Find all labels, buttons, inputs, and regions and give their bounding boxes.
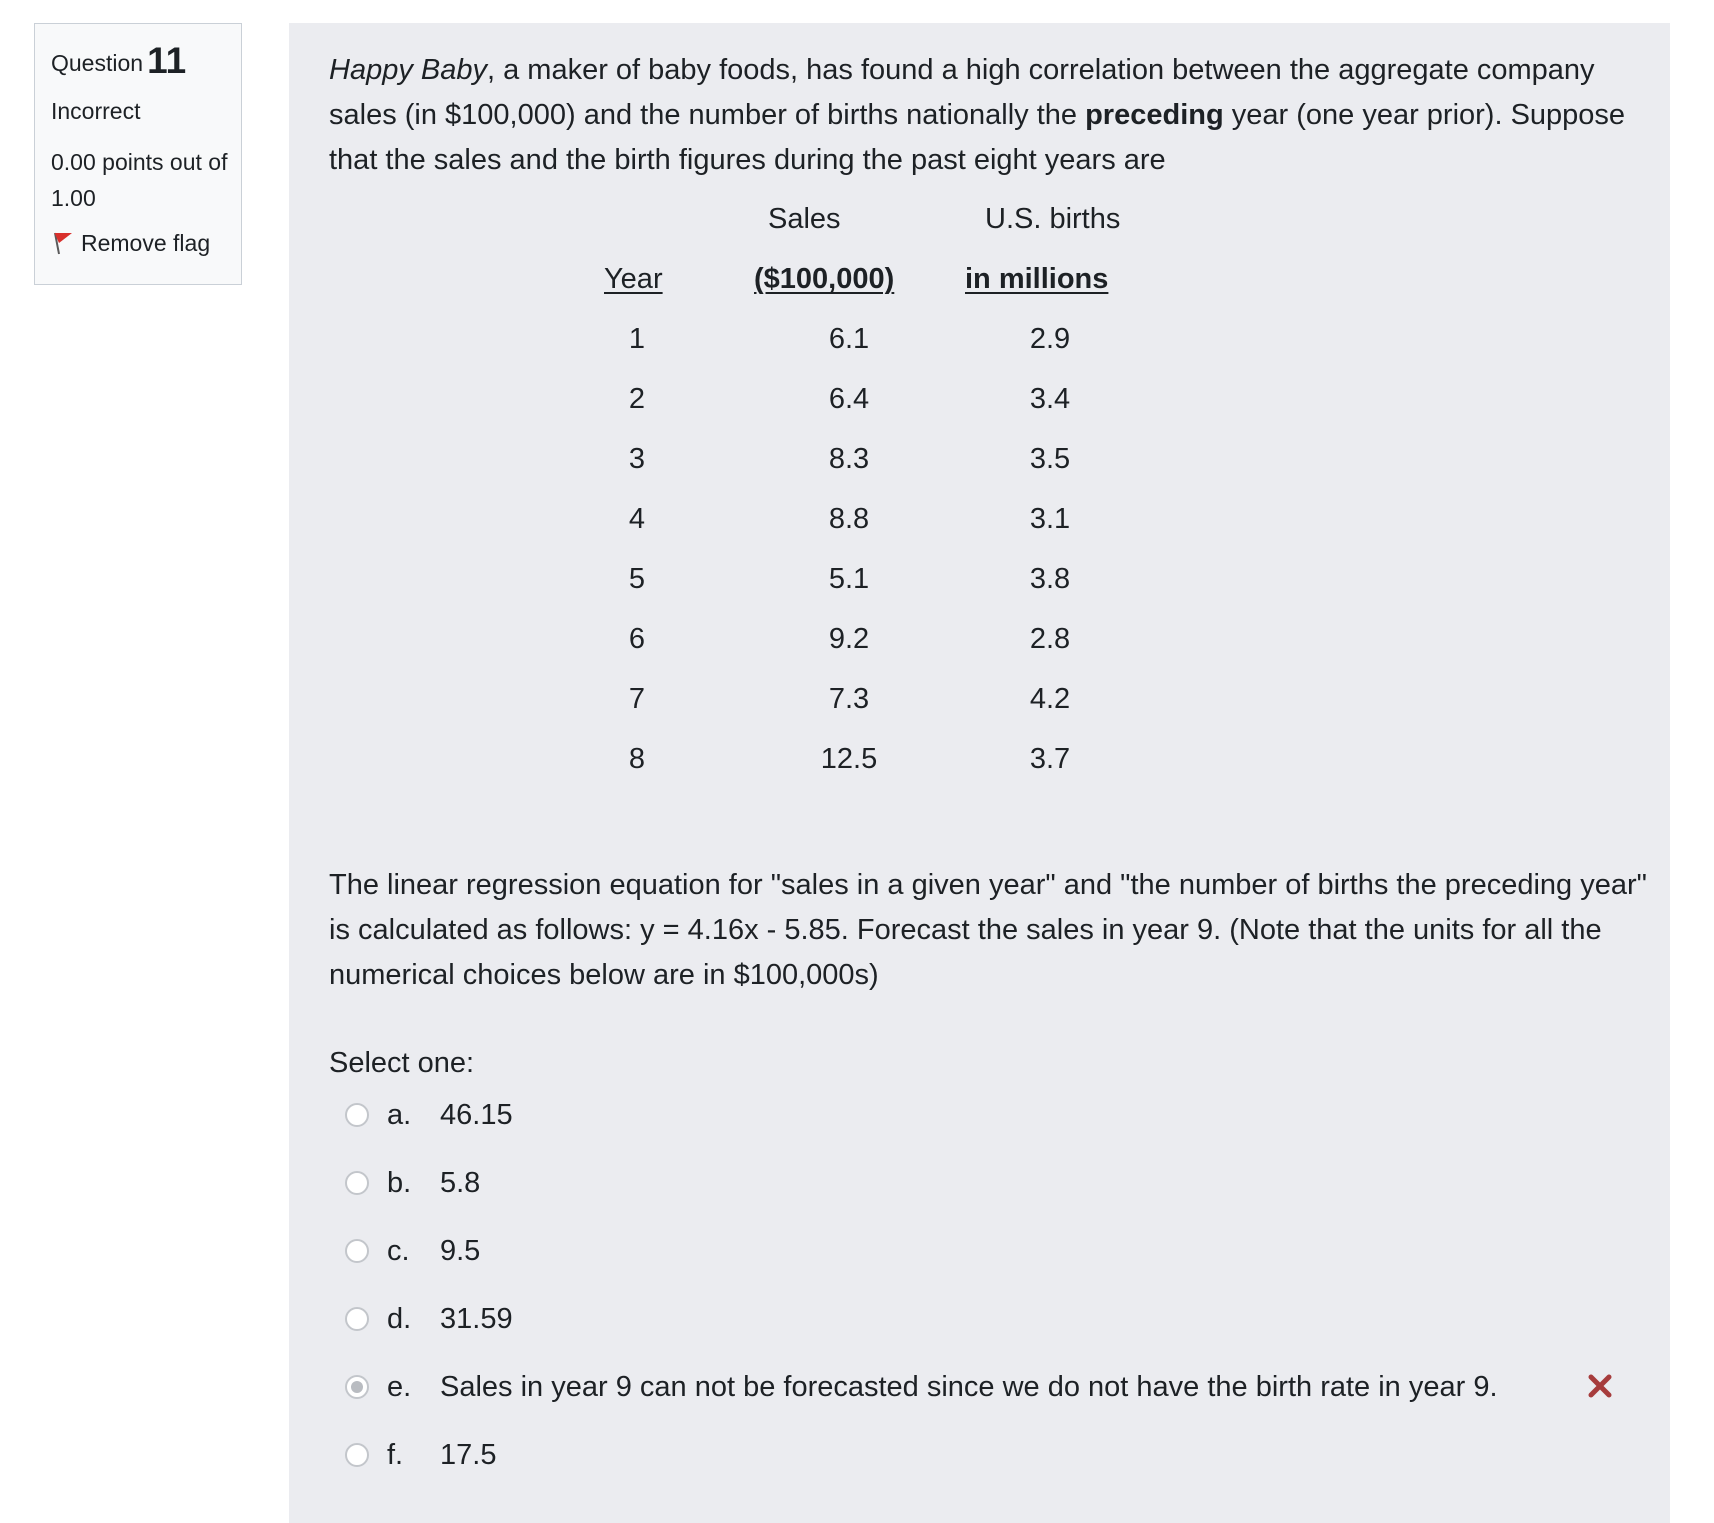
table-cell-sales: 12.5 [820,743,878,775]
table-cell-year: 2 [628,383,646,415]
answer-radio[interactable] [345,1103,369,1127]
table-cell-year: 3 [628,443,646,475]
table-cell-sales: 5.1 [828,563,870,595]
table-cell-births: 2.9 [1029,323,1071,355]
select-one-label: Select one: [329,1047,475,1079]
table-cell-year: 7 [628,683,646,715]
question-number: 11 [147,40,187,81]
answer-letter: b. [387,1166,412,1199]
answer-letter: c. [387,1234,410,1267]
red-flag-icon [51,230,75,256]
table-header-year: Year [604,263,663,295]
incorrect-x-icon [1585,1371,1615,1401]
question-number-heading [51,40,241,81]
question-label: Question [51,50,144,76]
table-header-sales-units: ($100,000) [754,263,895,295]
answer-radio[interactable] [345,1239,369,1263]
table-cell-sales: 6.4 [828,383,870,415]
table-cell-births: 2.8 [1029,623,1071,655]
question-formulation [289,23,1670,1523]
remove-flag-label[interactable]: Remove flag [81,230,211,256]
table-cell-births: 3.8 [1029,563,1071,595]
answer-text: Sales in year 9 can not be forecasted since we do not have the birth rate in year 9. [440,1370,1498,1403]
answer-letter: d. [387,1302,412,1335]
answer-option[interactable] [345,1367,1498,1407]
answer-text: 31.59 [440,1302,513,1335]
answer-radio[interactable] [345,1375,369,1399]
answer-text: 9.5 [440,1234,481,1267]
regression-text: The linear regression equation for "sales in a given year" and "the number of births the preceding year" is calculated as follows: y = 4.16x - 5.85. Forecast the sales in year 9. (Note that the units for all the numerical choices below are in $100,000s) [329,869,1647,991]
table-header-sales: Sales [768,203,841,235]
table-cell-year: 6 [628,623,646,655]
answer-radio[interactable] [345,1443,369,1467]
table-cell-sales: 8.3 [828,443,870,475]
table-cell-births: 3.4 [1029,383,1071,415]
answer-text: 5.8 [440,1166,481,1199]
answer-option[interactable] [345,1163,480,1203]
table-cell-year: 5 [628,563,646,595]
table-cell-sales: 8.8 [828,503,870,535]
answer-option[interactable] [345,1435,496,1475]
table-cell-year: 4 [628,503,646,535]
answer-text: 17.5 [440,1438,497,1471]
question-text [329,48,1669,183]
remove-flag-link[interactable] [51,228,241,258]
answer-letter: a. [387,1098,412,1131]
table-cell-year: 8 [628,743,646,775]
table-header-births-units: in millions [965,263,1109,295]
table-cell-sales: 6.1 [828,323,870,355]
table-cell-births: 3.7 [1029,743,1071,775]
question-state: Incorrect [51,98,141,124]
table-cell-births: 3.5 [1029,443,1071,475]
table-cell-births: 4.2 [1029,683,1071,715]
table-cell-births: 3.1 [1029,503,1071,535]
table-cell-year: 1 [628,323,646,355]
table-cell-sales: 9.2 [828,623,870,655]
answer-option[interactable] [345,1299,513,1339]
intro-text-2: year (one year prior). Suppose that the sales and the birth figures during the past eight years are [329,99,1626,176]
question-grade: 0.00 points out of 1.00 [51,149,228,211]
intro-text-1: , a maker of baby foods, has found a high correlation between the aggregate company sales (in $100,000) and the number of births nationally the [329,54,1595,131]
answer-text: 46.15 [440,1098,513,1131]
table-cell-sales: 7.3 [828,683,870,715]
answer-radio[interactable] [345,1307,369,1331]
answer-option[interactable] [345,1095,513,1135]
answer-letter: e. [387,1370,412,1403]
emphasis-preceding: preceding [1085,99,1224,131]
company-name: Happy Baby [329,54,487,86]
answer-letter: f. [387,1438,404,1471]
table-header-births: U.S. births [985,203,1121,235]
answer-option[interactable] [345,1231,480,1271]
answer-radio[interactable] [345,1171,369,1195]
question-info-box [34,23,242,285]
